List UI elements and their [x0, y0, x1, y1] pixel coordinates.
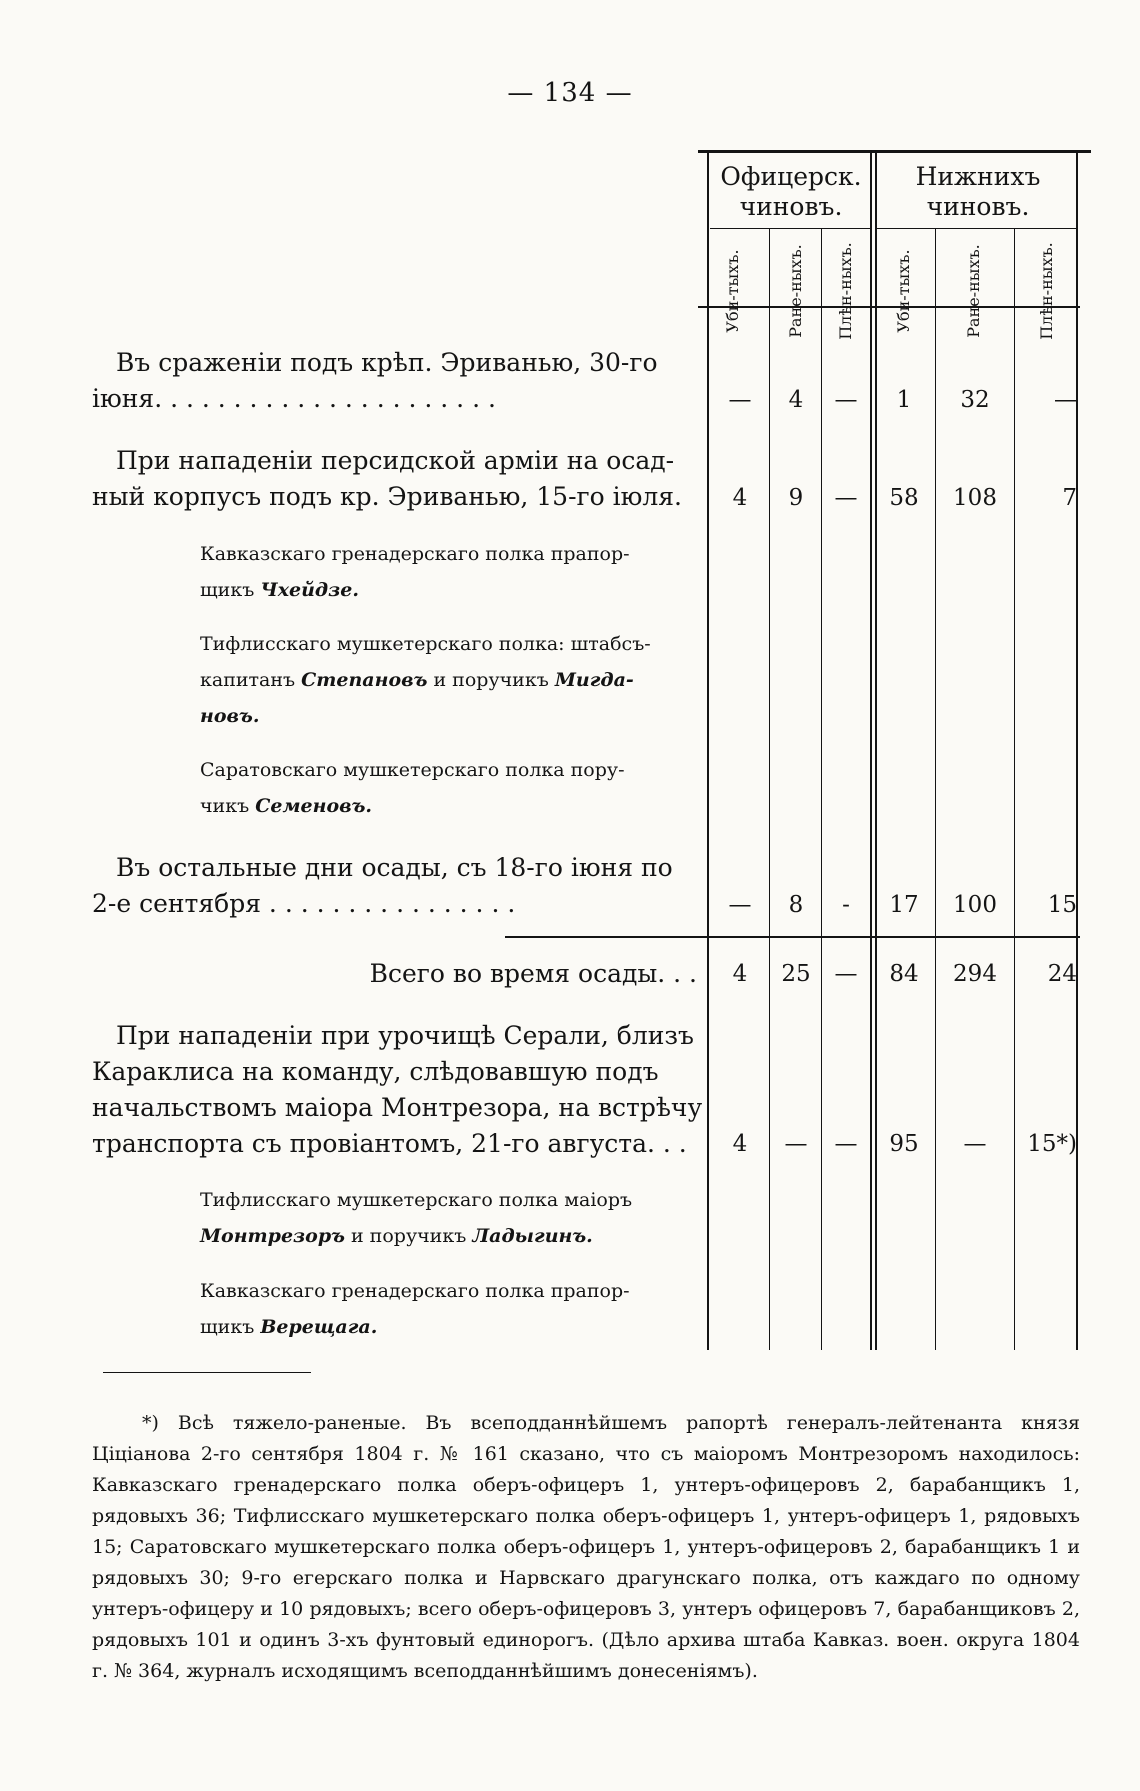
cell: 4	[732, 1131, 748, 1157]
cell: —	[834, 961, 858, 987]
cell: 294	[953, 961, 997, 987]
cell: 95	[889, 1131, 919, 1157]
row-rest-of-siege: Въ остальные дни осады, съ 18-го іюня по 2-е сентября . . . . . . . . . . . . . . . .	[92, 853, 673, 918]
row-serali-attack: При нападеніи при урочищѣ Серали, близъ Караклиса на команду, слѣдовавшую подъ начальствомъ маіора Монтрезора, на встрѣчу транспорта съ провіантомъ, 21-го августа. . .	[92, 1021, 703, 1158]
table-right-border	[1076, 150, 1078, 1350]
table-left-border	[707, 150, 709, 1350]
lower-subheader-rule	[876, 228, 1076, 229]
footnote-separator	[103, 1372, 311, 1373]
subheader-lower-killed: Уби-тыхъ.	[894, 249, 913, 333]
group-divider-a	[870, 150, 872, 1350]
cell: 1	[896, 387, 912, 413]
cell: —	[784, 1131, 808, 1157]
header-bottom-rule	[698, 306, 1080, 308]
note-tiflis-montrezor: Тифлисскаго мушкетерскаго полка маіоръ Монтрезоръ и поручикъ Ладыгинъ.	[200, 1189, 633, 1247]
cell: —	[1054, 387, 1077, 413]
note-saratov-semenov: Саратовскаго мушкетерскаго полка пору- чикъ Семеновъ.	[200, 759, 625, 817]
footnote: *) Всѣ тяжело-раненые. Въ всеподданнѣйшемъ рапортѣ генералъ-лейтенанта князя Ціціанова 2-го сентября 1804 г. № 161 сказано, что съ маіоромъ Монтрезоромъ находилось: Кавказскаго гренадерскаго полка оберъ-офицеръ 1, унтеръ-офицеровъ 2, барабанщикъ 1, рядовыхъ 36; Тифлисскаго мушкетерскаго полка оберъ-офицеръ 1, унтеръ-офицеръ 1, рядовыхъ 15; Саратовскаго мушкетерскаго полка оберъ-офицеръ 1, унтеръ-офицеровъ 2, барабанщикъ 1 и рядовыхъ 30; 9-го егерскаго полка и Нарвскаго драгунскаго полка, отъ каждаго по одному унтеръ-офицеру и 10 рядовыхъ; всего оберъ-офицеровъ 3, унтеръ офицеровъ 7, барабанщиковъ 2, рядовыхъ 101 и одинъ 3-хъ фунтовый единорогъ. (Дѣло архива штаба Кавказ. воен. округа 1804 г. № 364, журналъ исходящимъ всеподданнѣйшимъ донесеніямъ).	[92, 1412, 1080, 1682]
cell: —	[728, 387, 752, 413]
page-number: — 134 —	[507, 78, 633, 108]
cell: 4	[732, 485, 748, 511]
subtotal-rule	[505, 936, 1080, 938]
note-tiflis-stepanov: Тифлисскаго мушкетерскаго полка: штабсъ- капитанъ Степановъ и поручикъ Мигда- новъ.	[200, 633, 651, 727]
group-divider-b	[875, 150, 877, 1350]
cell: —	[834, 387, 858, 413]
cell: 58	[889, 485, 919, 511]
row-siege-total: Всего во время осады. . .	[369, 959, 697, 988]
subheader-lower-captured: Плѣн-ныхъ.	[1037, 242, 1056, 340]
officers-subheader-rule	[710, 228, 872, 229]
cell: 15*)	[1027, 1131, 1077, 1157]
note-kavkaz-vereshchaga: Кавказскаго гренадерскаго полка прапор- щикъ Верещага.	[200, 1280, 630, 1338]
row-erivan-battle: Въ сраженіи подъ крѣп. Эриванью, 30-го іюня. . . . . . . . . . . . . . . . . . . . . .	[92, 348, 658, 413]
cell: 7	[1062, 485, 1077, 511]
cell: -	[842, 892, 850, 918]
cell: 15	[1047, 892, 1077, 918]
subheader-officers-killed: Уби-тыхъ.	[723, 249, 742, 333]
cell: 4	[788, 387, 804, 413]
subheader-lower-wounded: Ране-ныхъ.	[964, 244, 983, 338]
cell: 108	[953, 485, 997, 511]
cell: 84	[889, 961, 919, 987]
subheader-officers-wounded: Ране-ныхъ.	[786, 244, 805, 338]
cell: 24	[1047, 961, 1077, 987]
cell: 17	[889, 892, 919, 918]
cell: —	[728, 892, 752, 918]
note-kavkaz-chkheidze: Кавказскаго гренадерскаго полка прапор- щикъ Чхейдзе.	[200, 543, 630, 601]
cell: 8	[788, 892, 804, 918]
cell: —	[834, 485, 858, 511]
cell: 100	[953, 892, 997, 918]
cell: —	[834, 1131, 858, 1157]
cell: 4	[732, 961, 748, 987]
cell: 25	[781, 961, 811, 987]
officers-header: Офицерск. чиновъ.	[720, 162, 862, 221]
row-persian-attack: При нападеніи персидской арміи на осад- ный корпусъ подъ кр. Эриванью, 15-го іюля.	[92, 446, 682, 511]
cell: —	[963, 1131, 987, 1157]
cell: 9	[788, 485, 804, 511]
subheader-officers-captured: Плѣн-ныхъ.	[836, 242, 855, 340]
lower-ranks-header: Нижнихъ чиновъ.	[915, 162, 1041, 221]
cell: 32	[960, 387, 990, 413]
table-top-rule	[698, 150, 1091, 153]
